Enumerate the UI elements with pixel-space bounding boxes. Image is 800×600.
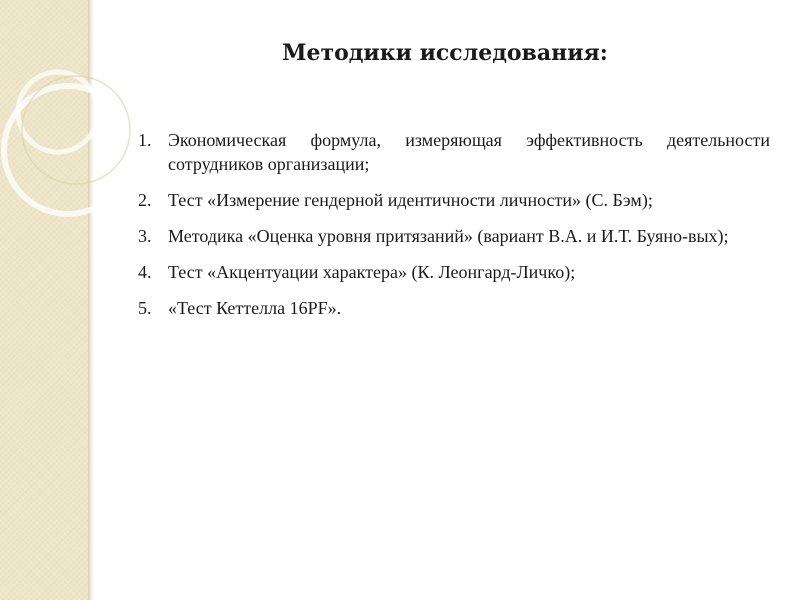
list-item-number: 5. bbox=[138, 298, 152, 318]
slide-title: Методики исследования: bbox=[282, 40, 608, 66]
list-item bbox=[138, 188, 770, 212]
list-item bbox=[138, 296, 770, 320]
list-item-text: Экономическая формула, измеряющая эффективность деятельности сотрудников организации; bbox=[168, 130, 770, 174]
list-item-text: Методика «Оценка уровня притязаний» (вариант В.А. и И.Т. Буяно-вых); bbox=[168, 226, 729, 246]
methods-list bbox=[138, 128, 770, 332]
decorative-side-panel bbox=[0, 0, 88, 600]
list-item bbox=[138, 224, 770, 248]
list-item-text: Тест «Акцентуации характера» (К. Леонгард-Личко); bbox=[168, 262, 576, 282]
list-item-text: Тест «Измерение гендерной идентичности личности» (С. Бэм); bbox=[168, 190, 653, 210]
list-item bbox=[138, 260, 770, 284]
list-item-number: 4. bbox=[138, 262, 152, 282]
list-item-text: «Тест Кеттелла 16PF». bbox=[168, 298, 342, 318]
side-panel-edge bbox=[88, 0, 94, 600]
list-item bbox=[138, 128, 770, 176]
list-item-number: 2. bbox=[138, 190, 152, 210]
list-item-number: 3. bbox=[138, 226, 152, 246]
list-item-number: 1. bbox=[138, 130, 152, 150]
